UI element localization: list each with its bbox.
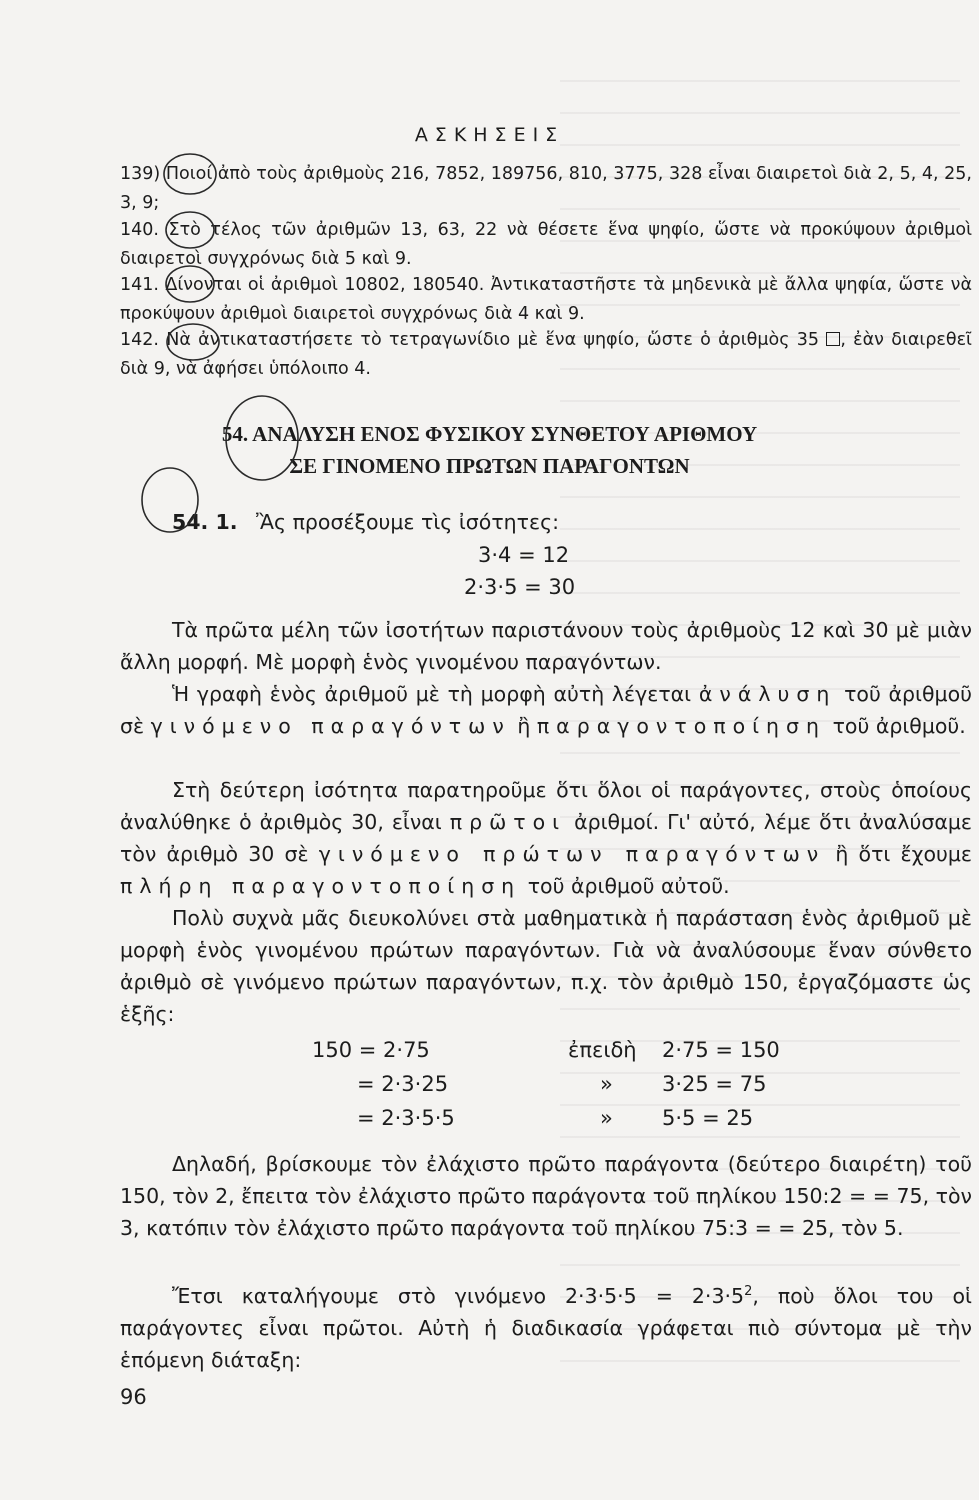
exercise-text: Δίνονται οἱ ἀριθμοὶ 10802, 180540. Ἀντικαταστῆστε τὰ μηδενικὰ μὲ ἄλλα ψηφία, ὥστε νὰ προκύψουν ἀριθμοὶ διαιρετοὶ συγχρόνως διὰ 4 καὶ 9.: [120, 275, 972, 324]
paragraph-1: Τὰ πρῶτα μέλη τῶν ἰσοτήτων παριστάνουν τοὺς ἀριθμοὺς 12 καὶ 30 μὲ μιὰν ἄλλη μορφή. Μὲ μορφὴ ἑνὸς γινομένου παραγόντων.: [120, 618, 972, 674]
exercise-text-cont: , ἐὰν διαιρεθεῖ διὰ 9, νὰ ἀφήσει ὑπόλοιπο 4.: [120, 330, 972, 379]
equation-2: 2·3·5 = 30: [464, 575, 576, 599]
equation-1: 3·4 = 12: [478, 543, 570, 567]
term-product-of-factors: γινόμενο παραγόντων: [150, 714, 511, 738]
page-number: 96: [120, 1385, 147, 1409]
p2-text-b: τοῦ ἀριθμοῦ σὲ: [120, 682, 972, 738]
intro-text: Ἂς προσέξουμε τὶς ἰσότητες:: [256, 510, 560, 534]
term-prime: πρῶτοι: [449, 810, 567, 834]
exercise-number: 139): [120, 164, 161, 184]
term-full-factorization: πλήρη παραγοντοποίηση: [120, 874, 522, 898]
subsection-number: 54. 1.: [172, 510, 238, 534]
p6-text-a: Ἔτσι καταλήγουμε στὸ γινόμενο 2·3·5·5 = 2·3·5: [172, 1283, 745, 1308]
calc-row-2-mid: »: [600, 1072, 613, 1096]
exponent: 2: [744, 1284, 753, 1299]
p3-text-d: τοῦ ἀριθμοῦ αὐτοῦ.: [527, 874, 730, 898]
circle-mark-140: [166, 212, 214, 248]
circle-mark-142: [167, 324, 219, 360]
p6-text-b: , ποὺ ὅλοι του οἱ παράγοντες εἶναι πρῶτοι. Αὐτὴ ἡ διαδικασία γράφεται πιὸ σύντομα μὲ τὴν ἑπόμενη διάταξη:: [120, 1283, 972, 1372]
exercise-text: Ποιοί ἀπὸ τοὺς ἀριθμοὺς 216, 7852, 189756, 810, 3775, 328 εἶναι διαιρετοὶ διὰ 2, 5, 4, 25, 3, 9;: [120, 164, 972, 213]
term-factorization: παραγοντοποίηση: [536, 714, 827, 738]
p2-text-a: Ἡ γραφὴ ἑνὸς ἀριθμοῦ μὲ τὴ μορφὴ αὐτὴ λέγεται: [172, 682, 692, 706]
calc-row-2-right: 3·25 = 75: [662, 1072, 767, 1096]
calc-row-1-right: 2·75 = 150: [662, 1038, 780, 1062]
p2-text-d: τοῦ ἀριθμοῦ.: [832, 714, 966, 738]
p3-text-a: Στὴ δεύτερη ἰσότητα παρατηροῦμε ὅτι ὅλοι οἱ παράγοντες, στοὺς ὁποίους ἀναλύθηκε ὁ ἀριθμὸς 30, εἶναι: [120, 778, 972, 834]
p3-text-b: ἀριθμοί. Γι' αὐτό, λέμε ὅτι ἀναλύσαμε τὸν ἀριθμὸ 30 σὲ: [120, 810, 972, 866]
exercise-text: Στὸ τέλος τῶν ἀριθμῶν 13, 63, 22 νὰ θέσετε ἕνα ψηφίο, ὥστε νὰ προκύψουν ἀριθμοὶ διαιρετοὶ συγχρόνως διὰ 5 καὶ 9.: [120, 220, 972, 269]
term-analysis: ἀνάλυση: [698, 682, 837, 706]
paragraph-4: Πολὺ συχνὰ μᾶς διευκολύνει στὰ μαθηματικὰ ἡ παράσταση ἑνὸς ἀριθμοῦ μὲ μορφὴ ἑνὸς γινομένου πρώτων παραγόντων. Γιὰ νὰ ἀναλύσουμε ἕναν σύνθετο ἀριθμὸ σὲ γινόμενο πρώτων παραγόντων, π.χ. τὸν ἀριθμὸ 150, ἐργαζόμαστε ὡς ἑξῆς:: [120, 906, 972, 1026]
exercise-number: 141.: [120, 275, 159, 295]
circle-mark-section: [226, 396, 298, 480]
calc-row-1-mid: ἐπειδὴ: [568, 1038, 637, 1062]
section-title-line-2: ΣΕ ΓΙΝΟΜΕΝΟ ΠΡΩΤΩΝ ΠΑΡΑΓΟΝΤΩΝ: [289, 454, 690, 478]
calc-row-3-left: = 2·3·5·5: [357, 1106, 455, 1130]
p2-text-c: ἢ: [517, 714, 531, 738]
exercise-number: 140.: [120, 220, 159, 240]
section-title-line-1: 54. ΑΝΑΛΥΣΗ ΕΝΟΣ ΦΥΣΙΚΟΥ ΣΥΝΘΕΤΟΥ ΑΡΙΘΜΟΥ: [221, 422, 758, 446]
calc-row-3-mid: »: [600, 1106, 613, 1130]
calc-row-2-left: = 2·3·25: [357, 1072, 449, 1096]
p3-text-c: ἢ ὅτι ἔχουμε: [835, 842, 972, 866]
exercise-number: 142.: [120, 330, 159, 350]
paragraph-5: Δηλαδή, βρίσκουμε τὸν ἐλάχιστο πρῶτο παράγοντα (δεύτερο διαιρέτη) τοῦ 150, τὸν 2, ἔπειτα τὸν ἐλάχιστο πρῶτο παράγοντα τοῦ πηλίκου 150:2 = = 75, τὸν 3, κατόπιν τὸν ἐλάχιστο πρῶτο παράγοντα τοῦ πηλίκου 75:3 = = 25, τὸν 5.: [120, 1152, 972, 1240]
term-product-of-primes: γινόμενο πρώτων παραγόντων: [318, 842, 826, 866]
circle-mark-141: [166, 266, 214, 302]
exercise-text: Νὰ ἀντικαταστήσετε τὸ τετραγωνίδιο μὲ ἕνα ψηφίο, ὥστε ὁ ἀριθμὸς 35: [166, 330, 820, 350]
exercises-heading: ΑΣΚΗΣΕΙΣ: [414, 124, 565, 146]
calc-row-1-left: 150 = 2·75: [312, 1038, 430, 1062]
calc-row-3-right: 5·5 = 25: [662, 1106, 754, 1130]
circle-mark-139: [164, 154, 216, 194]
circle-mark-subsection: [142, 468, 198, 532]
